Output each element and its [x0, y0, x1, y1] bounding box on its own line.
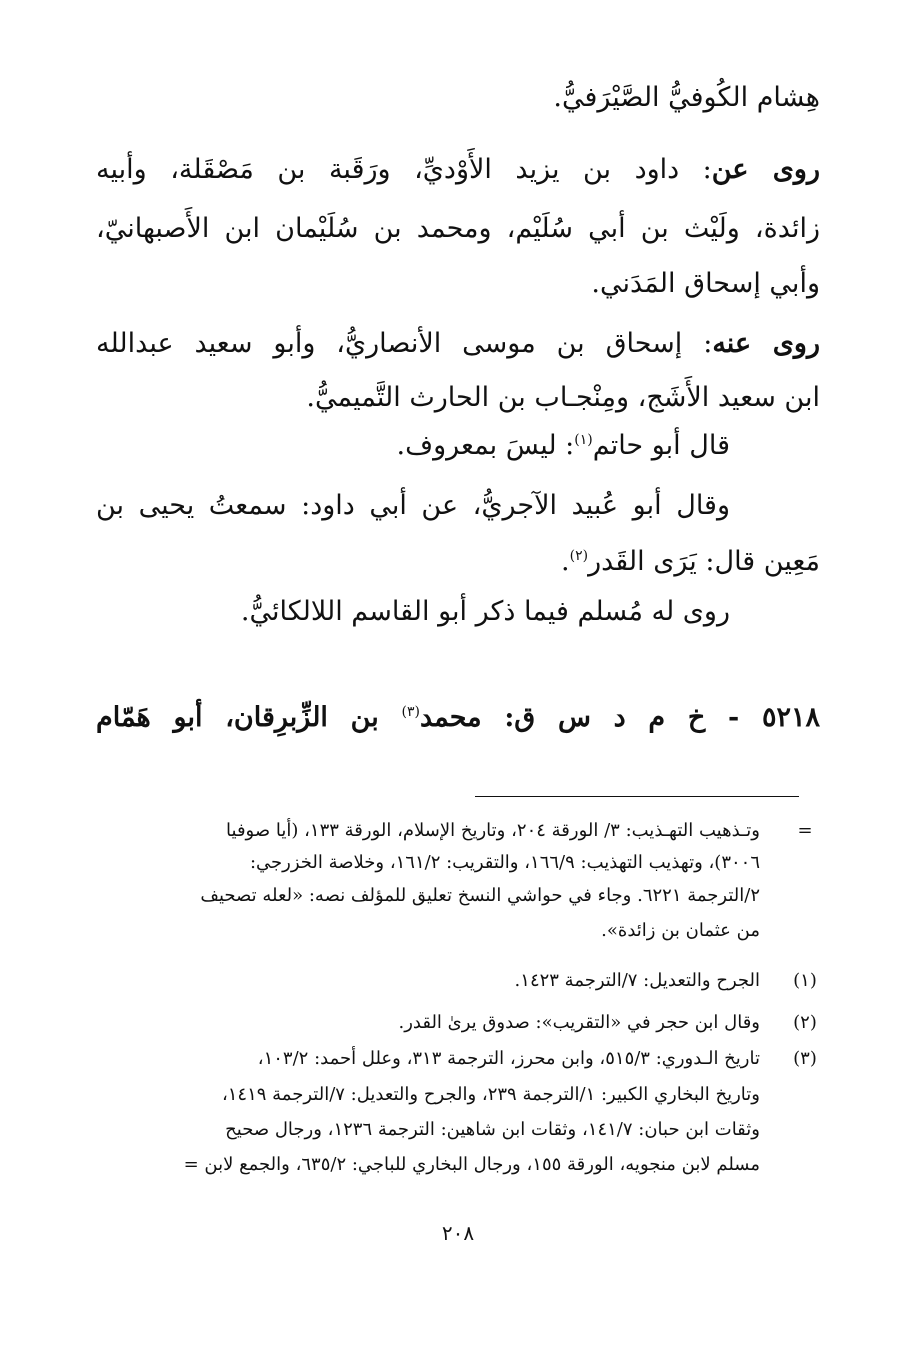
text-line: [96, 207, 820, 251]
footnote-text: ٢/الترجمة ٦٢٢١. وجاء في حواشي النسخ تعليق للمؤلف نصه: «لعله تصحيف: [200, 885, 760, 906]
footnote-text: وثقات ابن حبان: ١٤١/٧، وثقات ابن شاهين: الترجمة ١٢٣٦، ورجال صحيح: [225, 1119, 760, 1140]
text-span: قال أبو حاتم: [592, 430, 730, 461]
text-span: روى له مُسلم فيما ذكر أبو القاسم اللالكائيُّ.: [240, 596, 730, 627]
footnote-text: وتاريخ البخاري الكبير: ١/الترجمة ٢٣٩، والجرح والتعديل: ٧/الترجمة ١٤١٩،: [221, 1084, 760, 1105]
text-span: مَعِين قال: يَرَى القَدر: [588, 546, 820, 577]
text-span: : إسحاق بن موسى الأنصاريُّ، وأبو سعيد عبدالله: [96, 328, 713, 359]
footnote-text: وتـذهيب التهـذيب: ٣/ الورقة ٢٠٤، وتاريخ الإسلام، الورقة ١٣٣، (أيا صوفيا: [226, 820, 760, 841]
footnote-ref[interactable]: (٣): [401, 704, 420, 720]
text-line: [96, 484, 730, 528]
text-line: [96, 424, 730, 468]
footnote-text: ٣٠٠٦)، وتهذيب التهذيب: ١٦٦/٩، والتقريب: ١٦١/٢، وخلاصة الخزرجي:: [249, 852, 760, 873]
text-line: [96, 76, 820, 120]
entry-heading: [96, 696, 820, 740]
continuation-text: هِشام الكُوفيُّ الصَّيْرَفيُّ.: [553, 82, 820, 113]
text-span: : ليسَ بمعروف.: [396, 430, 575, 461]
text-line: [96, 262, 820, 306]
entry-name: بن الزِّبرِقان، أبو هَمّام: [96, 702, 402, 733]
footnote-ref[interactable]: (٢): [569, 548, 589, 564]
text-line: [96, 540, 820, 584]
text-line: [96, 322, 820, 366]
text-span: .: [561, 546, 570, 577]
text-span: ابن سعيد الأَشَج، ومِنْجـاب بن الحارث التَّميميُّ.: [306, 382, 820, 413]
text-line: [96, 590, 730, 634]
text-span: : داود بن يزيد الأَوْديِّ، ورَقَبة بن مَصْقَلة، وأبيه: [96, 154, 712, 185]
footnote-separator: [475, 796, 799, 797]
text-span: زائدة، ولَيْث بن أبي سُلَيْم، ومحمد بن سُلَيْمان ابن الأَصبهانيّ،: [96, 213, 820, 244]
footnote-ref[interactable]: (١): [574, 432, 593, 448]
footnote-number: (١): [793, 970, 817, 991]
footnote-text: وقال ابن حجر في «التقريب»: صدوق يرىٰ القدر.: [398, 1012, 760, 1033]
text-span: وأبي إسحاق المَدَني.: [591, 268, 820, 299]
page-number: ٢٠٨: [441, 1221, 475, 1245]
riwaya-anhu-heading: روى عنه: [712, 328, 821, 359]
text-line: [96, 376, 820, 420]
footnote-number: (٣): [793, 1048, 817, 1069]
footnote-number: (٢): [793, 1012, 817, 1033]
footnote-text: تاريخ الـدوري: ٥١٥/٣، وابن محرز، الترجمة ٣١٣، وعلل أحمد: ١٠٣/٢،: [257, 1048, 760, 1069]
continuation-mark: =: [797, 820, 813, 841]
footnote-text: مسلم لابن منجويه، الورقة ١٥٥، ورجال البخاري للباجي: ٦٣٥/٢، والجمع لابن =: [183, 1154, 760, 1175]
footnote-text: من عثمان بن زائدة».: [601, 920, 760, 941]
text-line: [96, 148, 820, 192]
text-span: وقال أبو عُبيد الآجريُّ، عن أبي داود: سمعتُ يحيى بن: [96, 490, 730, 521]
entry-number: ٥٢١٨ - خ م د س ق: محمد: [419, 702, 820, 733]
riwaya-an-heading: روى عن: [711, 154, 820, 185]
footnote-text: الجرح والتعديل: ٧/الترجمة ١٤٢٣.: [514, 970, 760, 991]
